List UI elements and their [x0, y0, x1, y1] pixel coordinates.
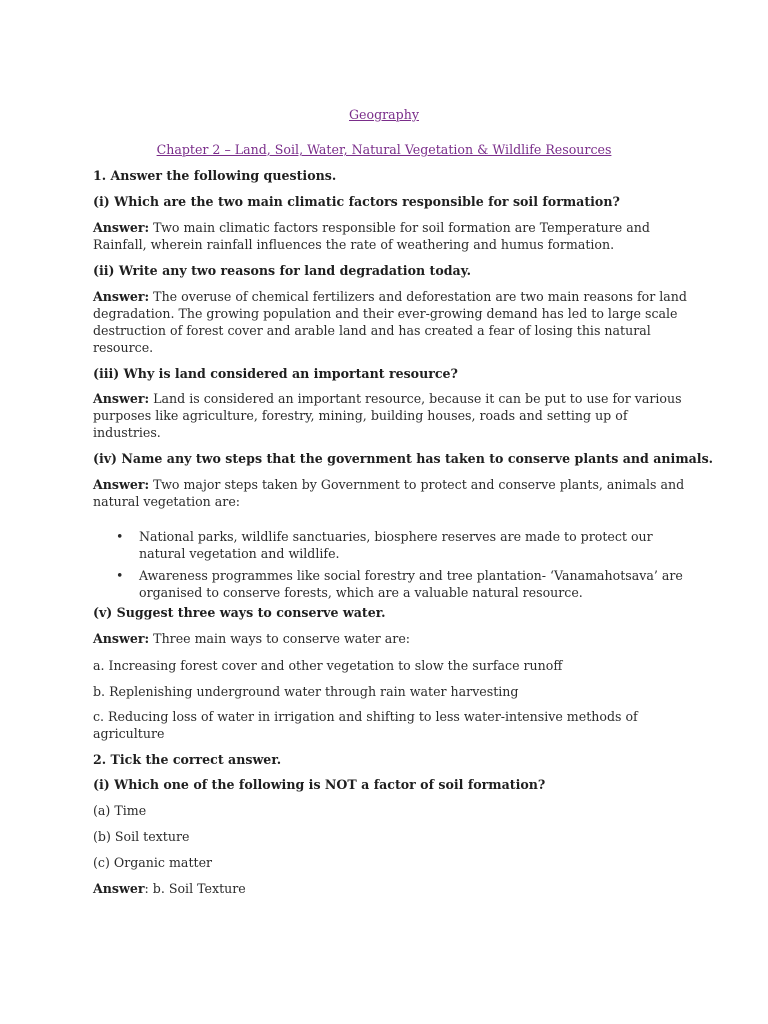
section-1-heading: 1. Answer the following questions.: [93, 168, 337, 183]
bullet-2-line-1: Awareness programmes like social forestry and tree plantation- ‘Vanamahotsava’ are: [139, 568, 683, 583]
answer-5: Answer: Three main ways to conserve water are:: [93, 631, 411, 646]
question-5: (v) Suggest three ways to conserve water.: [93, 605, 386, 620]
bullet-item-1: [116, 528, 684, 562]
answer-4-line-1: Answer: Two major steps taken by Government to protect and conserve plants, animals and: [93, 477, 685, 492]
answer-2-line-1: Answer: The overuse of chemical fertilizers and deforestation are two main reasons for land: [93, 289, 687, 304]
answer-5-item-c-line-2: agriculture: [93, 726, 165, 741]
bullet-1-line-1: National parks, wildlife sanctuaries, biosphere reserves are made to protect our: [139, 529, 653, 544]
option-b: (b) Soil texture: [93, 829, 190, 844]
answer-5-item-a: a. Increasing forest cover and other vegetation to slow the surface runoff: [93, 658, 563, 673]
answer-label: Answer: [93, 881, 145, 896]
mcq-question-1: (i) Which one of the following is NOT a factor of soil formation?: [93, 777, 546, 792]
bullet-1-line-2: natural vegetation and wildlife.: [139, 546, 340, 561]
bullet-icon: •: [116, 529, 124, 544]
bullet-2-line-2: organised to conserve forests, which are a valuable natural resource.: [139, 585, 583, 600]
answer-1-line-2: Rainfall, wherein rainfall influences the rate of weathering and humus formation.: [93, 237, 615, 252]
section-2-heading: 2. Tick the correct answer.: [93, 752, 282, 767]
question-2: (ii) Write any two reasons for land degradation today.: [93, 263, 471, 278]
answer-label: Answer:: [93, 477, 150, 492]
answer-2-line-2: degradation. The growing population and their ever-growing demand has led to large scale: [93, 306, 678, 321]
answer-label: Answer:: [93, 289, 150, 304]
answer-label: Answer:: [93, 391, 150, 406]
answer-label: Answer:: [93, 631, 150, 646]
question-1: (i) Which are the two main climatic factors responsible for soil formation?: [93, 194, 620, 209]
answer-2-line-3: destruction of forest cover and arable land and has created a fear of losing this natural: [93, 323, 651, 338]
answer-2-line-4: resource.: [93, 340, 154, 355]
option-a: (a) Time: [93, 803, 147, 818]
bullet-icon: •: [116, 568, 124, 583]
answer-5-item-b: b. Replenishing underground water through rain water harvesting: [93, 684, 519, 699]
question-3: (iii) Why is land considered an important resource?: [93, 366, 458, 381]
page-title: Geography: [349, 107, 419, 122]
answer-3-line-3: industries.: [93, 425, 161, 440]
question-4: (iv) Name any two steps that the government has taken to conserve plants and animals.: [93, 451, 714, 466]
answer-1-line-1: Answer: Two main climatic factors responsible for soil formation are Temperature and: [93, 220, 650, 235]
chapter-heading: Chapter 2 – Land, Soil, Water, Natural Vegetation & Wildlife Resources: [156, 142, 612, 157]
answer-3-line-2: purposes like agriculture, forestry, mining, building houses, roads and setting up of: [93, 408, 628, 423]
answer-label: Answer:: [93, 220, 150, 235]
answer-4-line-2: natural vegetation are:: [93, 494, 241, 509]
mcq-answer: Answer: b. Soil Texture: [93, 881, 246, 896]
answer-3-line-1: Answer: Land is considered an important resource, because it can be put to use for various: [93, 391, 682, 406]
option-c: (c) Organic matter: [93, 855, 213, 870]
bullet-item-2: [116, 567, 684, 601]
answer-5-item-c-line-1: c. Reducing loss of water in irrigation and shifting to less water-intensive methods of: [93, 709, 638, 724]
